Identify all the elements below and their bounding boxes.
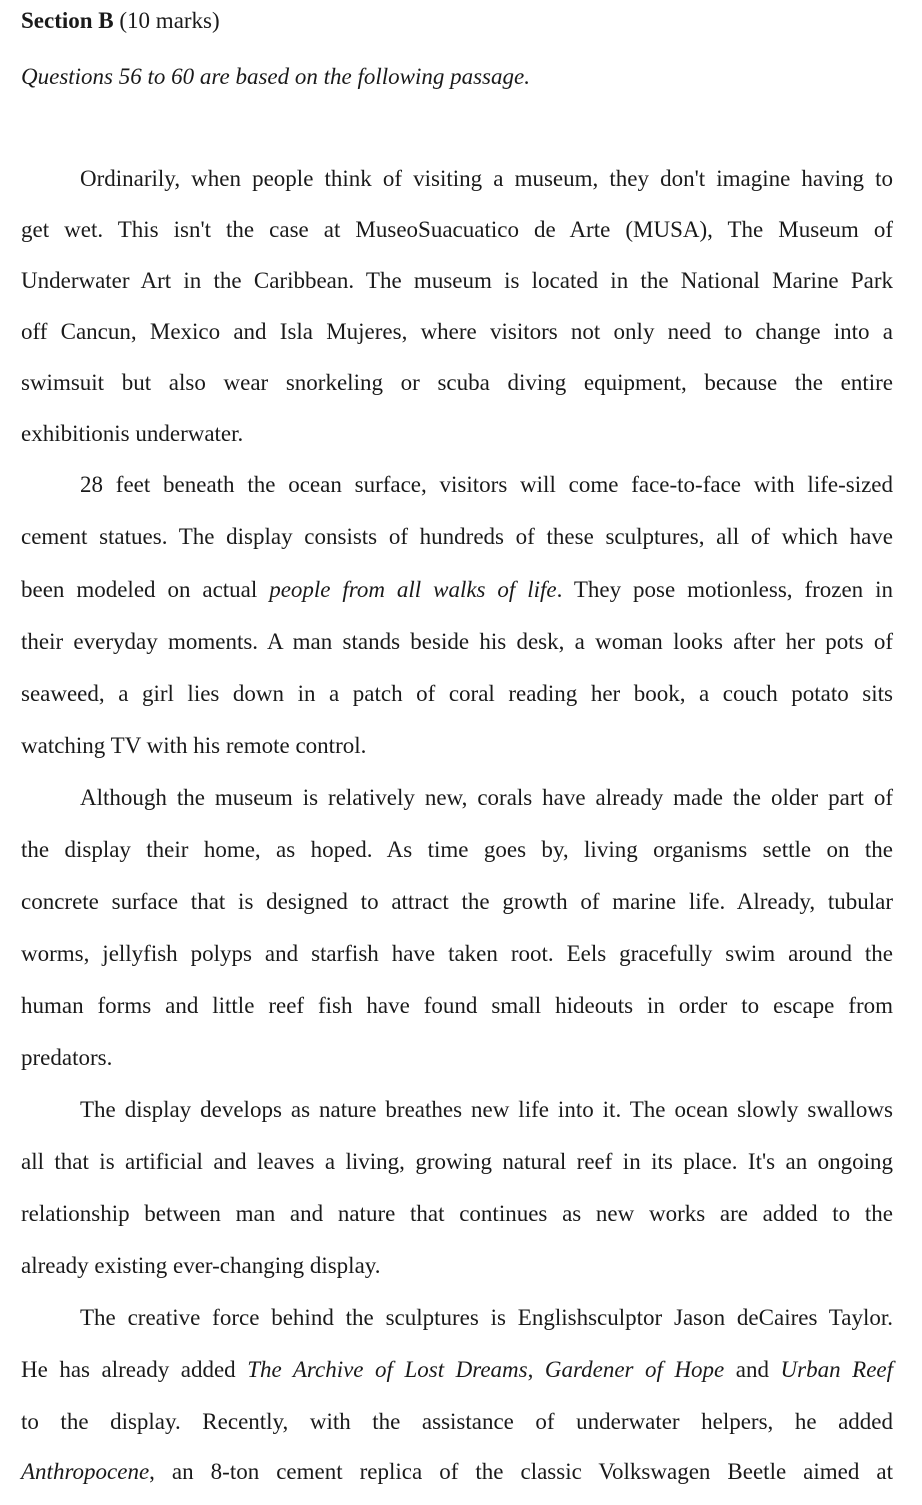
work-title-anthropocene: Anthropocene [21, 1459, 150, 1484]
passage-p5-line-3: to the display. Recently, with the assistance of underwater helpers, he added [21, 1409, 893, 1434]
passage-p3-line-1: Although the museum is relatively new, corals have already made the older part of [80, 785, 893, 810]
passage-p4-line-4: already existing ever-changing display. [21, 1253, 381, 1278]
passage-p1-line-6: exhibitionis underwater. [21, 421, 244, 446]
passage-p3-line-4: worms, jellyfish polyps and starfish have taken root. Eels gracefully swim around the [21, 941, 893, 966]
passage-p1-line-3: Underwater Art in the Caribbean. The museum is located in the National Marine Park [21, 268, 893, 293]
work-title-urban-reef: Urban Reef [780, 1357, 893, 1382]
passage-p3-line-5: human forms and little reef fish have found small hideouts in order to escape from [21, 993, 893, 1018]
passage-p5-line-1: The creative force behind the sculptures is Englishsculptor Jason deCaires Taylor. [80, 1305, 893, 1330]
passage-p4-line-2: all that is artificial and leaves a living, growing natural reef in its place. It's an ongoing [21, 1149, 893, 1174]
passage-p4-line-3: relationship between man and nature that continues as new works are added to the [21, 1201, 893, 1226]
p5-line-2-text-a: He has already added [21, 1357, 248, 1382]
section-heading [21, 6, 220, 36]
work-title-gardener: Gardener of Hope [544, 1357, 725, 1382]
work-title-archive: The Archive of Lost Dreams [247, 1357, 528, 1382]
p5-line-2-and: and [724, 1357, 781, 1382]
passage-p2-line-2: cement statues. The display consists of hundreds of these sculptures, all of which have [21, 524, 893, 549]
passage-p1-line-5: swimsuit but also wear snorkeling or scuba diving equipment, because the entire [21, 370, 893, 395]
section-marks: (10 marks) [119, 8, 220, 33]
p5-line-4-text: , an 8-ton cement replica of the classic Volkswagen Beetle aimed at [149, 1459, 893, 1484]
p2-line-3-text-b: . They pose motionless, frozen in [556, 577, 893, 602]
passage-p3-line-6: predators. [21, 1045, 113, 1070]
italic-phrase: people from all walks of life [269, 577, 557, 602]
passage-p1-line-1: Ordinarily, when people think of visiting a museum, they don't imagine having to [80, 166, 893, 191]
section-title: Section B [21, 8, 114, 33]
p2-line-3-text-a: been modeled on actual [21, 577, 270, 602]
p5-line-2-separator: , [527, 1357, 545, 1382]
passage-p2-line-1: 28 feet beneath the ocean surface, visitors will come face-to-face with life-sized [80, 472, 893, 497]
passage-p3-line-2: the display their home, as hoped. As time goes by, living organisms settle on the [21, 837, 893, 862]
passage-p1-line-2: get wet. This isn't the case at MuseoSuacuatico de Arte (MUSA), The Museum of [21, 217, 893, 242]
question-instructions: Questions 56 to 60 are based on the following passage. [21, 64, 530, 89]
passage-p4-line-1: The display develops as nature breathes new life into it. The ocean slowly swallows [80, 1097, 893, 1122]
passage-p5-line-2 [21, 1353, 893, 1387]
passage-p1-line-4: off Cancun, Mexico and Isla Mujeres, where visitors not only need to change into a [21, 319, 893, 344]
passage-p5-line-4 [21, 1455, 893, 1489]
passage-p2-line-4: their everyday moments. A man stands beside his desk, a woman looks after her pots of [21, 629, 893, 654]
passage-p3-line-3: concrete surface that is designed to attract the growth of marine life. Already, tubular [21, 889, 893, 914]
passage-p2-line-5: seaweed, a girl lies down in a patch of coral reading her book, a couch potato sits [21, 681, 893, 706]
passage-p2-line-3 [21, 573, 893, 607]
passage-p2-line-6: watching TV with his remote control. [21, 733, 367, 758]
